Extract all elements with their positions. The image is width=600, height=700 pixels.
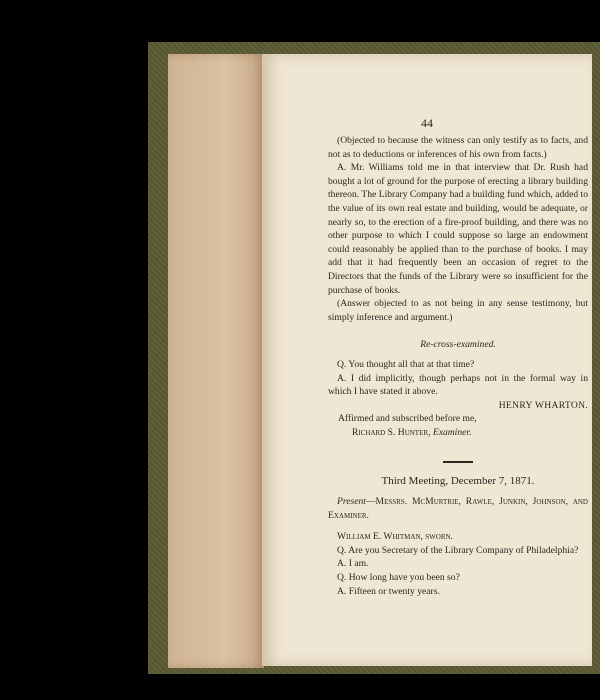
page-text: [328, 134, 588, 598]
recross-heading: Re-cross-examined.: [420, 339, 496, 351]
sworn-line: William E. Whitman, sworn.: [337, 531, 453, 543]
qa-line: Q. Are you Secretary of the Library Company of Philadelphia?: [337, 544, 579, 556]
recross-answer: A. I did implicitly, though perhaps not in the formal way in which I have stated it above.: [328, 372, 588, 398]
paragraph-objection: (Objected to because the witness can only testify as to facts, and not as to deductions or inferences of his own from facts.): [328, 135, 588, 160]
meeting-title: Third Meeting, December 7, 1871.: [381, 475, 535, 488]
examiner-line: [328, 426, 588, 440]
affirmed-line: Affirmed and subscribed before me,: [338, 413, 477, 425]
present-names: —Messrs. McMurtrie, Rawle, Junkin, Johnson, and Examiner.: [328, 496, 588, 521]
present-line: [328, 495, 588, 522]
witness-signature: HENRY WHARTON.: [498, 399, 588, 411]
section-divider: [443, 461, 473, 463]
examiner-title: Examiner.: [432, 426, 472, 438]
recross-question: Q. You thought all that at that time?: [337, 358, 475, 370]
page-edges: [168, 54, 264, 668]
qa-line: Q. How long have you been so?: [337, 572, 460, 584]
examiner-name: Richard S. Hunter,: [352, 426, 431, 438]
qa-line: A. Fifteen or twenty years.: [337, 585, 440, 597]
book-page: [262, 54, 592, 666]
page-number: 44: [421, 116, 433, 130]
paragraph-answer-objection: (Answer objected to as not being in any sense testimony, but simply inference and argument.): [328, 298, 588, 323]
qa-line: A. I am.: [337, 558, 369, 570]
present-label: Present: [337, 496, 366, 508]
paragraph-answer: A. Mr. Williams told me in that interview that Dr. Rush had bought a lot of ground for the purpose of erecting a library building thereon. The Library Company had a building fund which, added to the value of its own real estate and building, would be adequate, or nearly so, to the erection of a fire-proof building, and there was no other purpose to which I could suppose so large an endowment could reasonably be applied than to the purchase of books. I may add that it had frequently been an occasion of regret to the Directors that the funds of the Library were so insufficient for the purchase of books.: [328, 162, 588, 296]
